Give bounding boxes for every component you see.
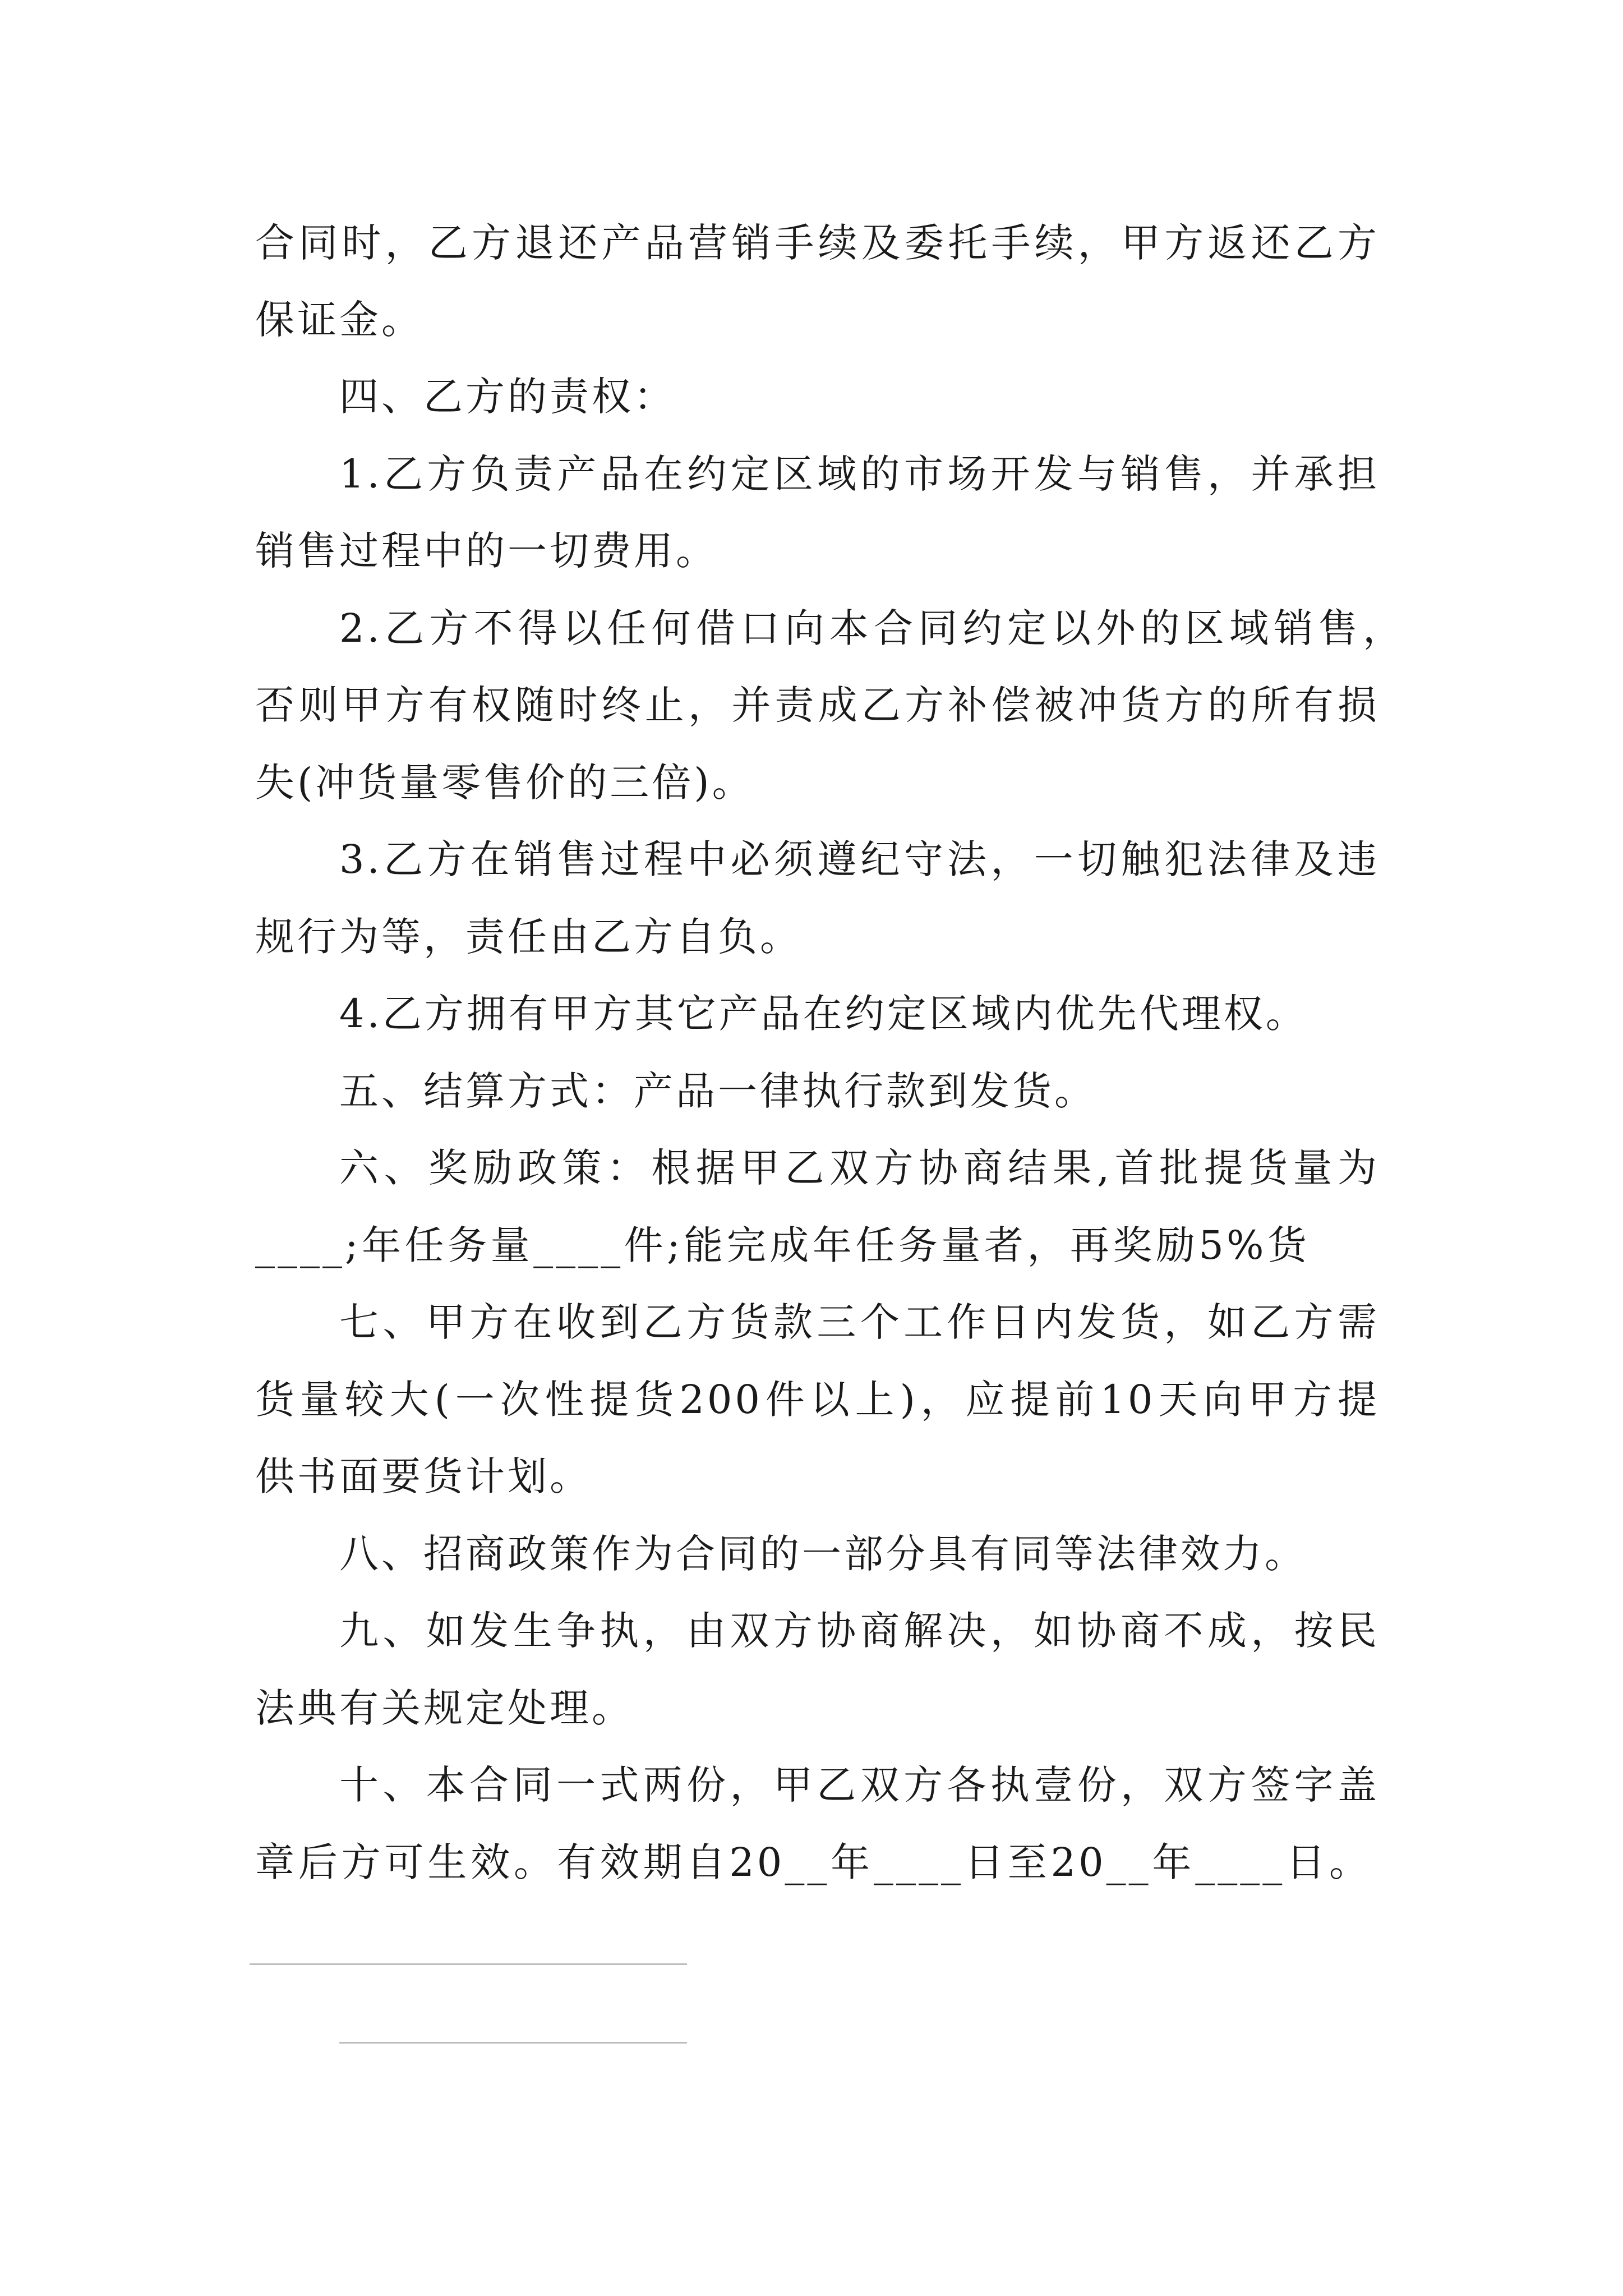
paragraph-line: 4.乙方拥有甲方其它产品在约定区域内优先代理权。 — [339, 991, 1308, 1037]
paragraph-line: 九、如发生争执，由双方协商解决，如协商不成，按民 — [339, 1608, 1380, 1654]
signature-line — [250, 1963, 687, 1965]
paragraph-line: 保证金。 — [255, 297, 423, 343]
section-heading: 四、乙方的责权： — [339, 374, 676, 420]
paragraph-line: 八、招商政策作为合同的一部分具有同等法律效力。 — [339, 1531, 1307, 1577]
paragraph-line: 章后方可生效。有效期自20__年____日至20__年____日。 — [255, 1839, 1371, 1885]
paragraph-line: 失(冲货量零售价的三倍)。 — [255, 760, 754, 806]
paragraph-line: 3.乙方在销售过程中必须遵纪守法，一切触犯法律及违 — [339, 836, 1380, 882]
paragraph-line: 2.乙方不得以任何借口向本合同约定以外的区域销售， — [339, 605, 1405, 651]
paragraph-line: 否则甲方有权随时终止，并责成乙方补偿被冲货方的所有损 — [255, 682, 1380, 728]
section-heading: 五、结算方式：产品一律执行款到发货。 — [339, 1068, 1096, 1114]
paragraph-line: 销售过程中的一切费用。 — [255, 528, 718, 574]
paragraph-line: 规行为等，责任由乙方自负。 — [255, 914, 802, 960]
paragraph-line: 七、甲方在收到乙方货款三个工作日内发货，如乙方需 — [339, 1299, 1380, 1345]
paragraph-line: 1.乙方负责产品在约定区域的市场开发与销售，并承担 — [339, 451, 1380, 497]
paragraph-line: 法典有关规定处理。 — [255, 1685, 634, 1731]
paragraph-line: ____;年任务量____件;能完成年任务量者，再奖励5%货 — [255, 1222, 1310, 1268]
paragraph-line: 十、本合同一式两份，甲乙双方各执壹份，双方签字盖 — [339, 1762, 1380, 1808]
paragraph-line: 合同时，乙方退还产品营销手续及委托手续，甲方返还乙方 — [255, 220, 1380, 266]
paragraph-line: 供书面要货计划。 — [255, 1453, 592, 1499]
paragraph-line: 六、奖励政策：根据甲乙双方协商结果,首批提货量为 — [339, 1145, 1380, 1191]
signature-line — [339, 2042, 687, 2044]
paragraph-line: 货量较大(一次性提货200件以上)，应提前10天向甲方提 — [255, 1377, 1380, 1423]
